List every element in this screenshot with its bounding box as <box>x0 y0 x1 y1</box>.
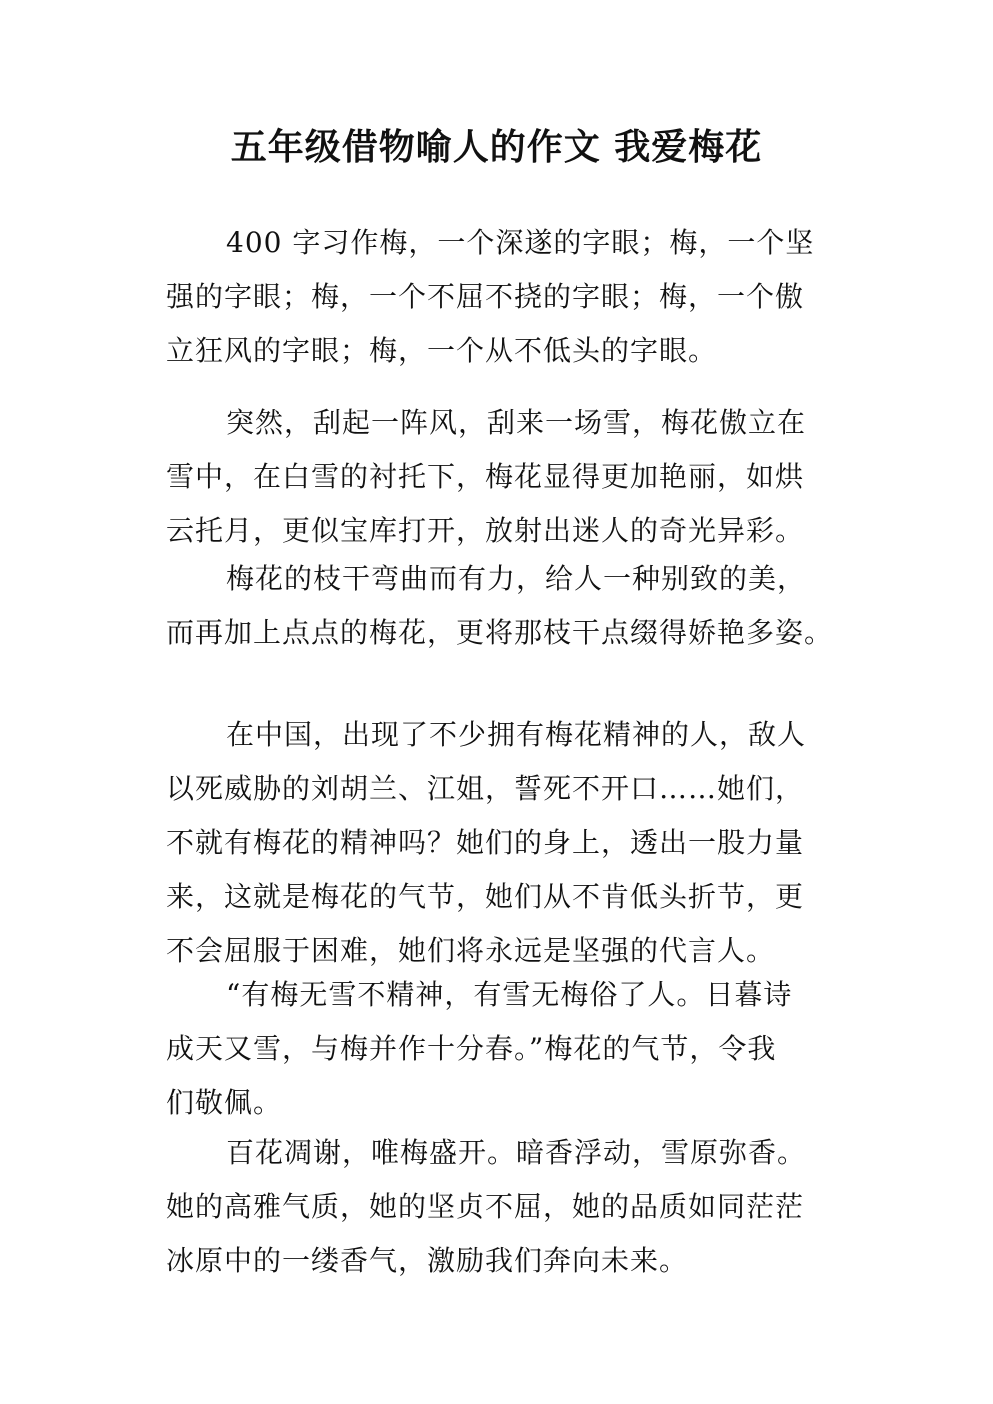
paragraph-line: 不会屈服于困难，她们将永远是坚强的代言人。 <box>166 934 776 967</box>
paragraph-line: 而再加上点点的梅花，更将那枝干点缀得娇艳多姿。 <box>166 616 834 649</box>
paragraph-line: 不就有梅花的精神吗？她们的身上，透出一股力量 <box>166 826 805 859</box>
paragraph-4 <box>166 708 846 978</box>
paragraph-1 <box>166 216 846 378</box>
paragraph-6 <box>166 1126 846 1288</box>
paragraph-line: 立狂风的字眼；梅，一个从不低头的字眼。 <box>166 334 718 367</box>
paragraph-3 <box>166 552 846 660</box>
paragraph-line: 梅花的枝干弯曲而有力，给人一种别致的美， <box>226 562 807 595</box>
paragraph-line: 突然，刮起一阵风，刮来一场雪，梅花傲立在 <box>226 406 807 439</box>
paragraph-line: 在中国，出现了不少拥有梅花精神的人，敌人 <box>226 718 807 751</box>
paragraph-line: 百花凋谢，唯梅盛开。暗香浮动，雪原弥香。 <box>226 1136 807 1169</box>
paragraph-line: 强的字眼；梅，一个不屈不挠的字眼；梅，一个傲 <box>166 280 805 313</box>
paragraph-line: 来，这就是梅花的气节，她们从不肯低头折节，更 <box>166 880 805 913</box>
paragraph-line: 成天又雪，与梅并作十分春。”梅花的气节，令我 <box>166 1032 777 1065</box>
paragraph-5 <box>166 968 846 1130</box>
paragraph-line: 她的高雅气质，她的坚贞不屈，她的品质如同茫茫 <box>166 1190 805 1223</box>
paragraph-line: 云托月，更似宝库打开，放射出迷人的奇光异彩。 <box>166 514 805 547</box>
paragraph-line: 们敬佩。 <box>166 1086 283 1119</box>
paragraph-2 <box>166 396 846 558</box>
paragraph-line: “有梅无雪不精神，有雪无梅俗了人。日暮诗 <box>226 978 793 1011</box>
paragraph-line: 以死威胁的刘胡兰、江姐，誓死不开口……她们， <box>166 772 805 805</box>
paragraph-line: 雪中，在白雪的衬托下，梅花显得更加艳丽，如烘 <box>166 460 805 493</box>
paragraph-line: 400 字习作梅，一个深遂的字眼；梅，一个坚 <box>226 226 815 259</box>
document-title: 五年级借物喻人的作文 我爱梅花 <box>230 127 763 168</box>
paragraph-line: 冰原中的一缕香气，激励我们奔向未来。 <box>166 1244 689 1277</box>
